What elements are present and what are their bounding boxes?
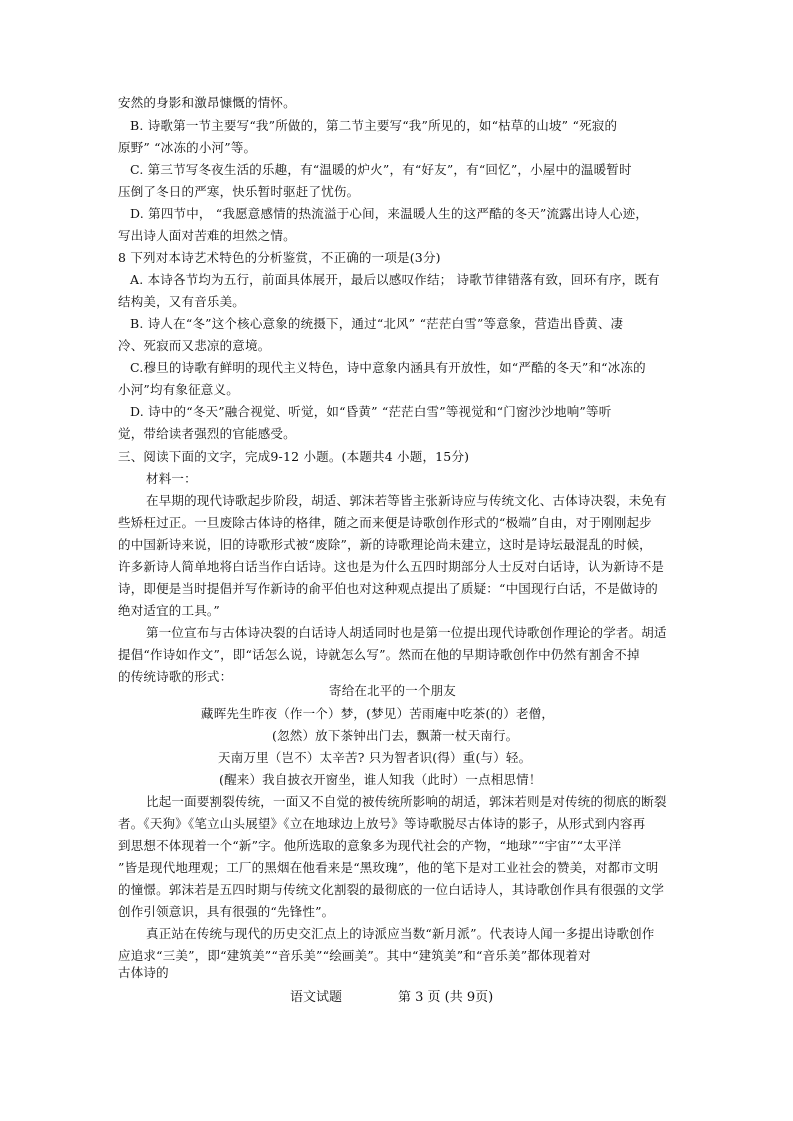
option-b-line: B. 诗人在“冬”这个核心意象的统摄下，通过“北风” “茫茫白雪”等意象，营造出昏黄、凄 bbox=[130, 316, 624, 331]
text-line: 安然的身影和激昂慷慨的情怀。 bbox=[118, 95, 296, 110]
option-d-line: D. 第四节中， “我愿意感情的热流溢于心间，来温暖人生的这严酷的冬天”流露出诗人心迹， bbox=[130, 206, 649, 221]
option-a-line: A. 本诗各节均为五行，前面具体展开，最后以感叹作结； 诗歌节律错落有致，回环有序，既有 bbox=[130, 272, 660, 287]
paragraph-line: 的憧憬。郭沫若是五四时期与传统文化割裂的最彻底的一位白话诗人，其诗歌创作具有很强的文学 bbox=[118, 882, 665, 897]
paragraph-line: ”皆是现代地理观；工厂的黑烟在他看来是“黑玫瑰”，他的笔下是对工业社会的赞美，对都市文明 bbox=[118, 860, 659, 875]
text-line: 小河”均有象征意义。 bbox=[118, 382, 239, 397]
paragraph-line: 诗，即便是当时提倡并写作新诗的俞平伯也对这种观点提出了质疑：“中国现行白话，不是做诗的 bbox=[118, 581, 658, 596]
question-8: 8 下列对本诗艺术特色的分析鉴赏，不正确的一项是(3分) bbox=[118, 250, 441, 265]
paragraph-line: 的中国新诗来说，旧的诗歌形式被“废除”，新的诗歌理论尚未建立，这时是诗坛最混乱的时候， bbox=[118, 537, 652, 552]
paragraph-line: 创作引领意识，具有很强的“先锋性”。 bbox=[118, 904, 335, 919]
paragraph-line: 提倡“作诗如作文”，即“话怎么说，诗就怎么写”。然而在他的早期诗歌创作中仍然有割舍不掉 bbox=[118, 647, 640, 662]
paragraph-line: 真正站在传统与现代的历史交汇点上的诗派应当数“新月派”。代表诗人闻一多提出诗歌创作 bbox=[146, 926, 655, 941]
poem-title: 寄给在北平的一个朋友 bbox=[329, 683, 457, 698]
poem-line: (醒来）我自披衣开窗坐，谁人知我（此时）一点相思情！ bbox=[219, 772, 542, 787]
option-c-line: C. 第三节写冬夜生活的乐趣，有“温暖的炉火”，有“好友”，有“回忆”，小屋中的温暖暂时 bbox=[130, 162, 632, 177]
paragraph-line: 许多新诗人简单地将白话当作白话诗。这也是为什么五四时期部分人士反对白话诗，认为新诗不是 bbox=[118, 559, 665, 574]
paragraph-line: 绝对适宜的工具。” bbox=[118, 603, 220, 618]
option-b-line: B. 诗歌第一节主要写“我”所做的，第二节主要写“我”所见的，如“枯草的山坡” “死寂的 bbox=[130, 118, 618, 133]
text-line: 结构美，又有音乐美。 bbox=[118, 294, 246, 309]
section-heading: 三、阅读下面的文字，完成9-12 小题。(本题共4 小题，15分) bbox=[118, 449, 470, 464]
footer-page-info: 第 3 页 (共 9页) bbox=[398, 990, 494, 1005]
footer-subject: 语文试题 bbox=[290, 990, 343, 1005]
text-line: 压倒了冬日的严寒，快乐暂时驱赶了忧伤。 bbox=[118, 184, 360, 199]
paragraph-line: 到思想不体现着一个“新”字。他所选取的意象多为现代社会的产物，“地球”“宇宙”“太平洋 bbox=[118, 838, 622, 853]
paragraph-line: 者。《天狗》《笔立山头展望》《立在地球边上放号》等诗歌脱尽古体诗的影子，从形式到内容再 bbox=[118, 816, 646, 831]
poem-line: (忽然）放下茶钟出门去，飘萧一杖天南行。 bbox=[272, 728, 519, 743]
paragraph-line: 应追求“三美”，即“建筑美”“音乐美”“绘画美”。其中“建筑美”和“音乐美”都体现着对 bbox=[118, 948, 591, 963]
option-c-line: C.穆旦的诗歌有鲜明的现代主义特色，诗中意象内涵具有开放性，如“严酷的冬天”和“冰冻的 bbox=[130, 360, 646, 375]
poem-line: 藏晖先生昨夜（作一个）梦，(梦见）苦雨庵中吃茶(的）老僧， bbox=[201, 706, 555, 721]
text-line: 写出诗人面对苦难的坦然之情。 bbox=[118, 228, 296, 243]
text-line: 冷、死寂而又悲凉的意境。 bbox=[118, 338, 271, 353]
paragraph-line: 在早期的现代诗歌起步阶段，胡适、郭沫若等皆主张新诗应与传统文化、古体诗决裂，未免有 bbox=[146, 493, 667, 508]
paragraph-line: 的传统诗歌的形式： bbox=[118, 669, 233, 684]
text-line: 觉，带给读者强烈的官能感受。 bbox=[118, 426, 296, 441]
text-line: 原野” “冰冻的小河”等。 bbox=[118, 140, 257, 155]
material-label: 材料一： bbox=[146, 471, 197, 486]
paragraph-line: 古体诗的 bbox=[118, 965, 169, 980]
paragraph-line: 些矫枉过正。一旦废除古体诗的格律，随之而来便是诗歌创作形式的“极端”自由，对于刚刚起步 bbox=[118, 515, 652, 530]
option-d-line: D. 诗中的“冬天”融合视觉、听觉，如“昏黄” “茫茫白雪”等视觉和“门窗沙沙地响”等听 bbox=[130, 404, 612, 419]
poem-line: 天南万里（岂不）太辛苦? 只为智者识(得）重(与）轻。 bbox=[218, 750, 532, 765]
paragraph-line: 比起一面要割裂传统，一面又不自觉的被传统所影响的胡适，郭沫若则是对传统的彻底的断裂 bbox=[146, 794, 667, 809]
paragraph-line: 第一位宣布与古体诗决裂的白话诗人胡适同时也是第一位提出现代诗歌创作理论的学者。胡适 bbox=[146, 625, 667, 640]
